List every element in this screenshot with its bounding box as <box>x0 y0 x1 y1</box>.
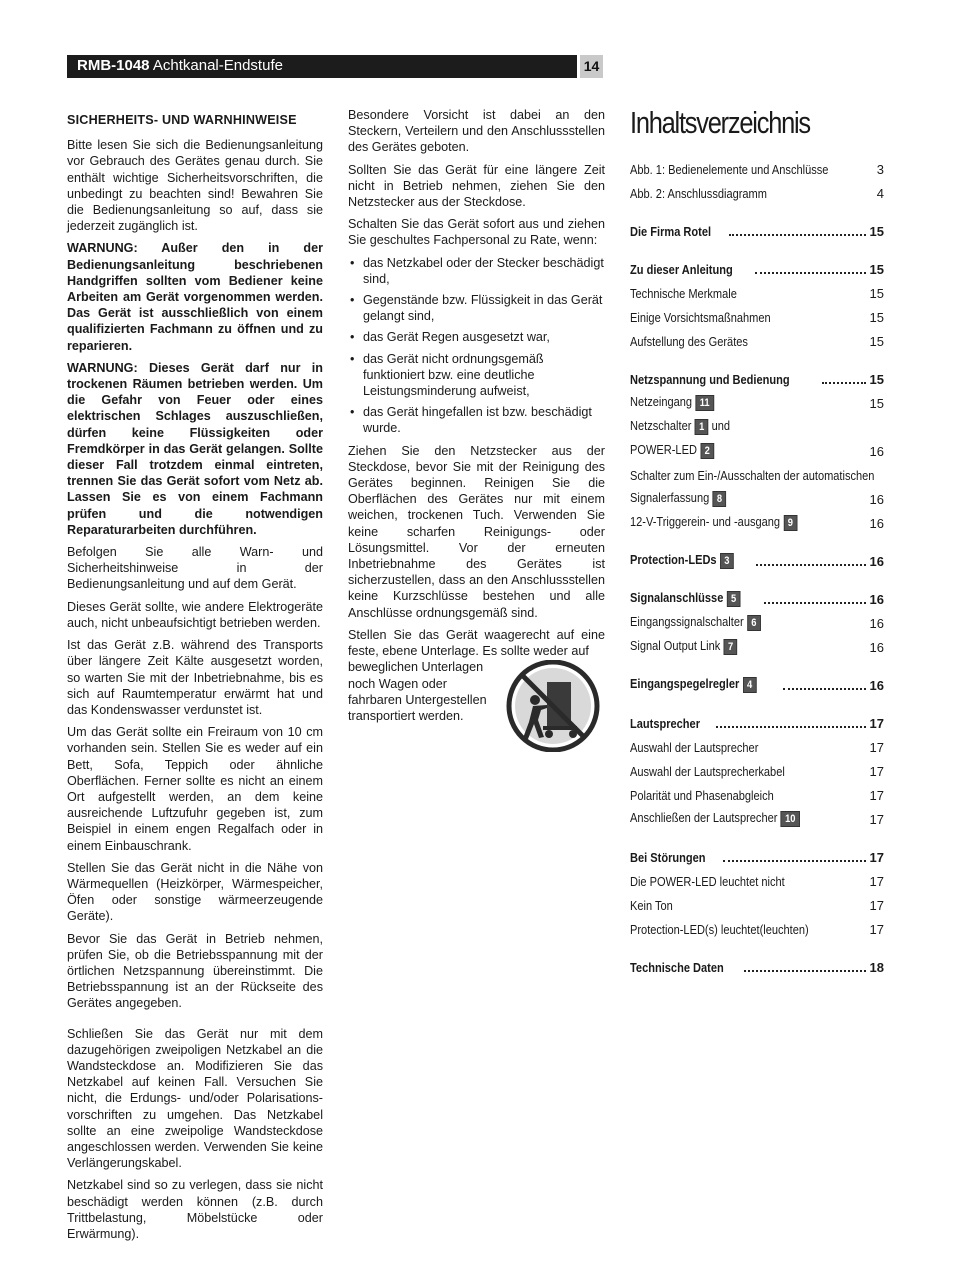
toc-page-number: 17 <box>869 874 884 889</box>
toc-entry-label <box>630 676 756 693</box>
toc-entry-text: Signalerfassung <box>630 490 710 505</box>
toc-entry-text: Technische Daten <box>630 960 724 975</box>
toc-entry[interactable] <box>630 153 884 177</box>
paragraph: Schalten Sie das Gerät sofort aus und ziehen Sie geschultes Fachpersonal zu Rate, wenn: <box>348 217 605 248</box>
toc-entry-label <box>630 442 714 459</box>
toc-entry-label <box>630 552 734 569</box>
toc-page-number: 17 <box>869 850 884 865</box>
toc-entry[interactable] <box>630 507 884 531</box>
toc-entry-label <box>630 898 673 913</box>
toc-gap <box>630 693 884 707</box>
toc-section-entry[interactable] <box>630 669 884 693</box>
section-title: SICHERHEITS- UND WARNHINWEISE <box>67 113 297 127</box>
toc-entry-text: Die Firma Rotel <box>630 224 712 239</box>
toc-entry[interactable] <box>630 277 884 301</box>
toc-entry-text: Anschließen der Lautsprecher <box>630 810 778 825</box>
toc-gap <box>630 937 884 951</box>
bullet-item <box>348 351 605 400</box>
toc-entry-text: Bei Störungen <box>630 850 706 865</box>
toc-section-entry[interactable] <box>630 545 884 569</box>
bullet-dot: • <box>350 293 355 308</box>
toc-entry-label <box>630 514 797 531</box>
toc-page-number: 16 <box>869 678 884 693</box>
toc-section-entry[interactable] <box>630 215 884 239</box>
paragraph: Sollten Sie das Gerät für eine längere Zeit nicht in Betrieb nehmen, ziehen Sie den Netzstecker aus der Steckdose. <box>348 162 605 210</box>
toc-entry-label <box>630 960 724 975</box>
toc-entry-text: Abb. 1: Bedienelemente und Anschlüsse <box>630 162 829 177</box>
dot-leader <box>755 271 866 274</box>
toc-entry-text: 12-V-Triggerein- und -ausgang <box>630 514 781 529</box>
toc-page-number: 17 <box>869 812 884 827</box>
toc-entry[interactable] <box>630 865 884 889</box>
toc-section-entry[interactable] <box>630 951 884 975</box>
toc-page-number: 16 <box>869 592 884 607</box>
paragraph: Um das Gerät sollte ein Freiraum von 10 cm vorhanden sein. Stellen Sie es weder auf ein Bett, Sofa, Teppich oder ähnliche Oberflächen. Ferner sollte es nicht an einem Ort aufgestellt werden, an dem keine ausreichende Luftzufuhr gegeben ist, zum Beispiel in einem engen Regalfach oder in einem Einbauschrank. <box>67 725 323 853</box>
toc-entry-text: Die POWER-LED leuchtet nicht <box>630 874 785 889</box>
dot-leader <box>723 859 866 862</box>
callout-number-badge: 8 <box>713 491 727 507</box>
toc-page-number: 16 <box>869 444 884 459</box>
toc-page-number: 3 <box>876 162 884 177</box>
toc-entry-label <box>630 874 785 889</box>
bullet-text: das Gerät nicht ordnungsgemäß funktioniert bzw. eine deutliche Leistungsminderung aufweist, <box>363 351 544 399</box>
toc-section-entry[interactable] <box>630 583 884 607</box>
toc-entry-suffix: und <box>708 418 731 433</box>
toc-entry-label <box>630 334 748 349</box>
toc-entry-label <box>630 922 809 937</box>
bullet-dot: • <box>350 351 355 366</box>
toc-page-number: 17 <box>869 898 884 913</box>
toc-entry-text: Auswahl der Lautsprecherkabel <box>630 764 785 779</box>
paragraph: Stellen Sie das Gerät waagerecht auf eine feste, ebene Unterlage. Es sollte weder auf <box>348 627 605 659</box>
toc-entry-text: Protection-LEDs <box>630 552 717 567</box>
toc-entry-text: Lautsprecher <box>630 716 701 731</box>
toc-page-number: 17 <box>869 788 884 803</box>
toc-entry[interactable] <box>630 889 884 913</box>
callout-number-badge: 6 <box>747 615 761 631</box>
toc-section-entry[interactable] <box>630 707 884 731</box>
callout-number-badge: 7 <box>724 639 738 655</box>
toc-list <box>630 153 884 975</box>
toc-entry[interactable] <box>630 779 884 803</box>
callout-number-badge: 11 <box>695 395 713 411</box>
toc-gap <box>630 201 884 215</box>
header-title <box>77 57 283 74</box>
toc-entry-text: Signal Output Link <box>630 638 721 653</box>
toc-entry-text: Signalanschlüsse <box>630 590 724 605</box>
toc-entry-label <box>630 716 700 731</box>
toc-gap <box>630 569 884 583</box>
toc-entry-label <box>630 614 761 631</box>
callout-number-badge: 1 <box>695 419 709 435</box>
callout-number-badge: 2 <box>700 443 714 459</box>
warning-paragraph: WARNUNG: Dieses Gerät darf nur in trockenen Räumen betrieben werden. Um die Gefahr von Feuer oder eines elektrischen Schlages auszuschließen, dürfen keine Flüssigkeiten oder Fremdkörper in das Gerät gelangen. Sollte dieser Fall trotzdem einmal eintreten, trennen Sie das Gerät sofort vom Netz ab. Lassen Sie es von einem Fachmann prüfen und die notwendigen Reparaturarbeiten durchführen. <box>67 360 323 537</box>
model-subtitle: Achtkanal-Endstufe <box>152 57 283 74</box>
paragraph: beweglichen Unterlagen noch Wagen oder fahrbaren Untergestellen transportiert werden. <box>348 660 487 723</box>
bullet-item <box>348 292 605 324</box>
toc-page-number: 15 <box>869 262 884 277</box>
paragraph: Dieses Gerät sollte, wie andere Elektrogeräte auch, nicht unbeaufsichtigt betrieben werden. <box>67 599 323 630</box>
toc-page-number: 17 <box>869 716 884 731</box>
header-bar <box>67 55 577 78</box>
model-name: RMB-1048 <box>77 57 150 74</box>
toc-entry-text: Einige Vorsichtsmaßnahmen <box>630 310 771 325</box>
toc-entry[interactable] <box>630 411 884 435</box>
page-number: 14 <box>580 55 603 78</box>
toc-page-number: 15 <box>869 396 884 411</box>
toc-entry[interactable] <box>630 301 884 325</box>
toc-entry-text: Polarität und Phasenabgleich <box>630 788 774 803</box>
toc-entry-label <box>630 224 711 239</box>
paragraph: Schließen Sie das Gerät nur mit dem dazugehörigen zweipoligen Netzkabel an die Wandsteckdose an. Modifizieren Sie das Netzkabel auf keinen Fall. Versuchen Sie nicht, die Erdungs- und/oder Polarisations-vorschriften zu umgehen. Das Netzkabel sollte an eine zweipolige Wandsteckdose angeschlossen werden. Verwenden Sie keine Verlängerungskabel. <box>67 1026 323 1171</box>
toc-entry-label <box>630 394 714 411</box>
callout-number-badge: 3 <box>720 553 734 569</box>
paragraph: Ist das Gerät z.B. während des Transports über längere Zeit Kälte ausgesetzt worden, so warten Sie mit der Inbetriebnahme, bis es sich auf Raumtemperatur erwärmt hat und das Kondenswasser verdunstet ist. <box>67 638 323 717</box>
toc-entry[interactable] <box>630 631 884 655</box>
toc-page-number: 17 <box>869 922 884 937</box>
toc-entry[interactable] <box>630 803 884 827</box>
toc-entry[interactable] <box>630 459 884 483</box>
toc-entry-text: Netzschalter <box>630 418 692 433</box>
toc-entry[interactable] <box>630 483 884 507</box>
bullet-list <box>348 255 605 437</box>
toc-entry-text: Zu dieser Anleitung <box>630 262 733 277</box>
dot-leader <box>764 601 866 604</box>
bullet-text: das Netzkabel oder der Stecker beschädigt sind, <box>363 255 604 286</box>
paragraph: Bitte lesen Sie sich die Bedienungsanleitung vor Gebrauch des Gerätes genau durch. Sie enthält wichtige Sicherheitsvorschriften, die unbedingt zu beachten sind! Bewahren Sie die Bedienungsanleitung so auf, dass sie jederzeit zugänglich ist. <box>67 138 323 234</box>
table-of-contents <box>630 105 884 975</box>
paragraph: Befolgen Sie alle Warn- und Sicherheitshinweise in der Bedienungsanleitung und auf dem Gerät. <box>67 545 323 592</box>
callout-number-badge: 9 <box>783 515 797 531</box>
bullet-dot: • <box>350 255 355 270</box>
callout-number-badge: 5 <box>727 591 741 607</box>
toc-entry-label <box>630 764 785 779</box>
toc-entry-text: Eingangssignalschalter <box>630 614 744 629</box>
toc-entry-text: Auswahl der Lautsprecher <box>630 740 759 755</box>
toc-entry[interactable] <box>630 755 884 779</box>
toc-entry-label <box>630 262 733 277</box>
toc-entry-label <box>630 310 771 325</box>
toc-entry-text: Protection-LED(s) leuchtet(leuchten) <box>630 922 809 937</box>
toc-page-number: 15 <box>869 224 884 239</box>
toc-gap <box>630 827 884 841</box>
toc-entry-label <box>630 638 737 655</box>
toc-page-number: 16 <box>869 640 884 655</box>
toc-entry[interactable] <box>630 731 884 755</box>
toc-entry-text: Netzeingang <box>630 394 693 409</box>
toc-gap <box>630 655 884 669</box>
no-cart-warning-icon <box>503 660 604 752</box>
toc-page-number: 16 <box>869 616 884 631</box>
toc-page-number: 17 <box>869 740 884 755</box>
dot-leader <box>822 381 866 384</box>
toc-entry-label <box>630 788 774 803</box>
warning-paragraph: WARNUNG: Außer den in der Bedienungsanleitung beschriebenen Handgriffen sollten vom Bediener keine Arbeiten am Gerät vorgenommen werden. Das Gerät ist ausschließlich von einem qualifizierten Fachmann zu öffnen und zu reparieren. <box>67 241 323 353</box>
toc-entry[interactable] <box>630 325 884 349</box>
toc-entry[interactable] <box>630 177 884 201</box>
toc-entry-label <box>630 810 800 827</box>
toc-entry-label <box>630 186 767 201</box>
toc-entry[interactable] <box>630 387 884 411</box>
paragraph: Besondere Vorsicht ist dabei an den Steckern, Verteilern und den Anschlussstellen des Gerätes geboten. <box>348 108 605 155</box>
dot-leader <box>744 969 865 972</box>
toc-entry-label <box>630 850 706 865</box>
toc-page-number: 18 <box>869 960 884 975</box>
toc-entry[interactable] <box>630 607 884 631</box>
toc-entry-text: Netzspannung und Bedienung <box>630 372 790 387</box>
toc-entry-label <box>630 740 758 755</box>
paragraph: Ziehen Sie den Netzstecker aus der Steckdose, bevor Sie mit der Reinigung des Gerätes beginnen. Reinigen Sie die Oberflächen des Gerätes nur mit einem weichen, trockenen Tuch. Verwenden Sie keine scharfen Reinigungs- oder Lösungsmittel. Vor der erneuten Inbetriebnahme des Gerätes ist sicherzustellen, dass an den Anschlussstellen keine Kurzschlüsse bestehen und alle Anschlüsse ordnungsgemäß sind. <box>348 443 605 620</box>
bullet-item <box>348 404 605 436</box>
toc-entry-text: Eingangspegelregler <box>630 676 740 691</box>
toc-entry-text: Aufstellung des Gerätes <box>630 334 748 349</box>
callout-number-badge: 4 <box>743 677 757 693</box>
toc-entry[interactable] <box>630 435 884 459</box>
toc-entry-label <box>630 590 740 607</box>
bullet-text: das Gerät Regen ausgesetzt war, <box>363 330 550 345</box>
bullet-item <box>348 255 605 287</box>
toc-entry-label <box>630 490 726 507</box>
toc-gap <box>630 349 884 363</box>
toc-entry[interactable] <box>630 913 884 937</box>
toc-title: Inhaltsverzeichnis <box>630 105 810 140</box>
toc-entry-label <box>630 162 828 177</box>
toc-entry-label <box>630 468 874 483</box>
callout-number-badge: 10 <box>781 811 800 827</box>
paragraph: Bevor Sie das Gerät in Betrieb nehmen, prüfen Sie, ob die Betriebsspannung mit der örtlichen Netzspannung übereinstimmt. Die Betriebsspannung ist an der Rückseite des Gerätes angegeben. <box>67 931 323 1011</box>
paragraph: Netzkabel sind so zu verlegen, dass sie nicht beschädigt werden können (z.B. durch Trittbelastung, Möbelstücke oder Erwärmung). <box>67 1178 323 1241</box>
toc-entry-text: POWER-LED <box>630 442 697 457</box>
toc-gap <box>630 239 884 253</box>
toc-page-number: 17 <box>869 764 884 779</box>
bullet-text: Gegenstände bzw. Flüssigkeit in das Gerät gelangt sind, <box>363 293 603 324</box>
toc-entry-text: Abb. 2: Anschlussdiagramm <box>630 186 767 201</box>
safety-column <box>67 112 323 1248</box>
dot-leader <box>729 233 865 236</box>
toc-page-number: 16 <box>869 516 884 531</box>
toc-entry-text: Kein Ton <box>630 898 673 913</box>
toc-page-number: 16 <box>869 492 884 507</box>
toc-section-entry[interactable] <box>630 841 884 865</box>
toc-page-number: 15 <box>869 372 884 387</box>
dot-leader <box>783 687 866 690</box>
dot-leader <box>716 725 865 728</box>
bullet-text: das Gerät hingefallen ist bzw. beschädigt wurde. <box>363 405 592 436</box>
bullet-item <box>348 329 605 345</box>
toc-page-number: 4 <box>876 186 884 201</box>
toc-page-number: 15 <box>869 286 884 301</box>
bullet-dot: • <box>350 405 355 420</box>
paragraph: Stellen Sie das Gerät nicht in die Nähe von Wärmequellen (Heizkörper, Wärmespeicher, Öfen oder sonstige wärmeerzeugende Geräte). <box>67 860 323 924</box>
toc-page-number: 15 <box>869 334 884 349</box>
toc-entry-label <box>630 286 737 301</box>
toc-entry-label <box>630 372 790 387</box>
toc-entry-text: Schalter zum Ein-/Ausschalten der automatischen <box>630 468 875 483</box>
bullet-dot: • <box>350 330 355 345</box>
toc-section-entry[interactable] <box>630 253 884 277</box>
toc-entry-label <box>630 418 730 435</box>
safety-column-2 <box>348 107 605 730</box>
toc-section-entry[interactable] <box>630 363 884 387</box>
dot-leader <box>756 563 866 566</box>
toc-gap <box>630 531 884 545</box>
toc-page-number: 16 <box>869 554 884 569</box>
toc-page-number: 15 <box>869 310 884 325</box>
toc-entry-text: Technische Merkmale <box>630 286 737 301</box>
